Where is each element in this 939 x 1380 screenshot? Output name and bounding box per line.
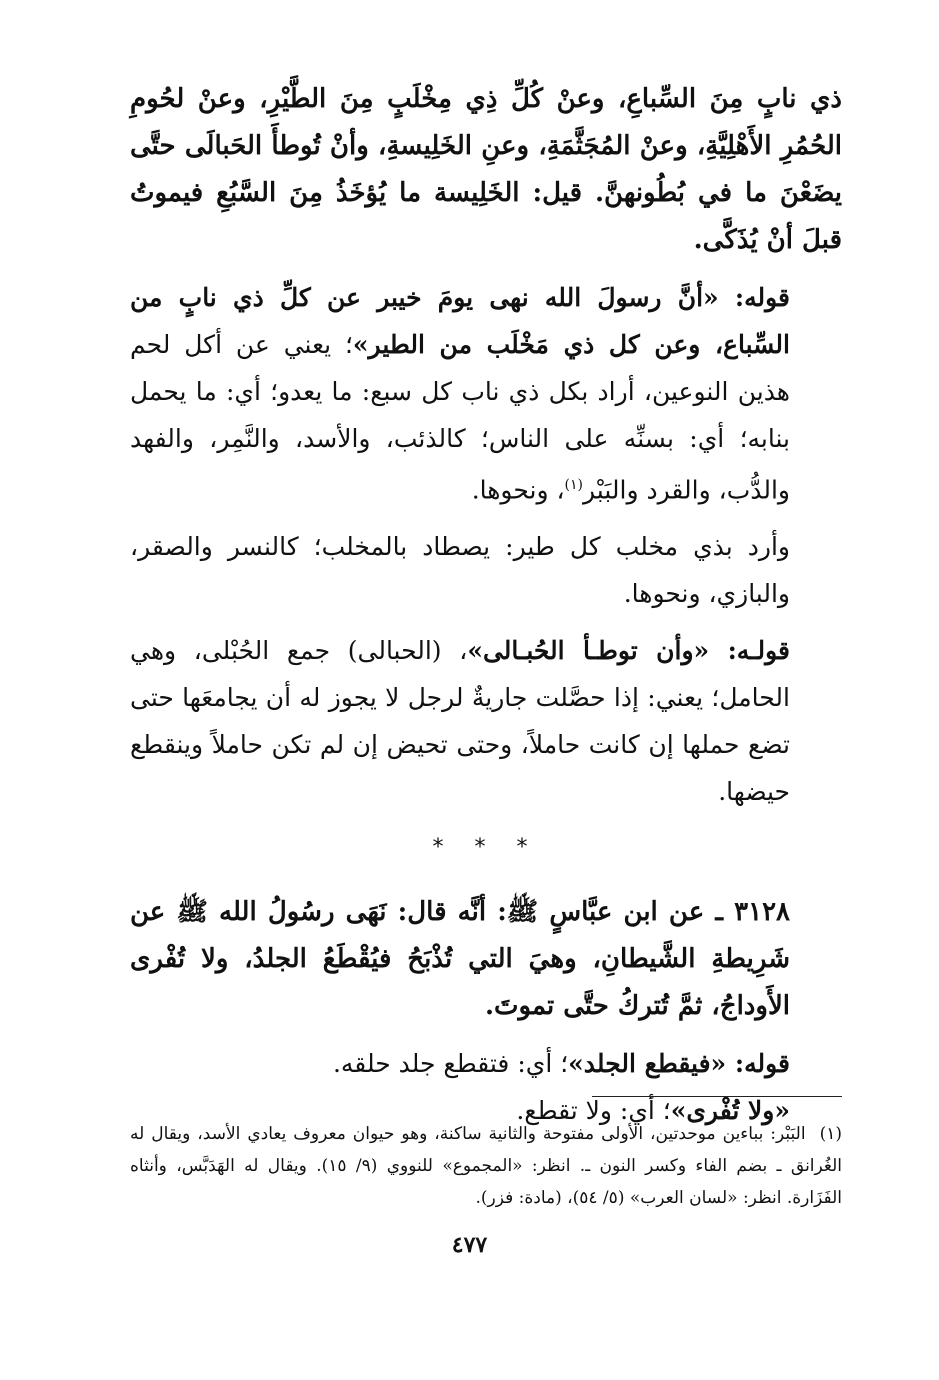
main-text [130, 76, 842, 1134]
commentary-text-after: ، ونحوها. [471, 475, 565, 505]
hadith-3128: ٣١٢٨ ـ عن ابن عبَّاسٍ ﷺ: أنَّه قال: نَهَى رسُولُ الله ﷺ عن شَرِيطةِ الشَّيطانِ، وهيَ التي تُذْبَحُ فيُقْطَعُ الجلدُ، ولا تُفْرى الأَوداجُ، ثمَّ تُتركُ حتَّى تموتَ. [130, 897, 790, 1022]
commentary-text: ؛ أي: فتقطع جلد حلقه. [332, 1049, 569, 1079]
commentary-paragraph-1 [130, 274, 842, 513]
footnotes [130, 1118, 842, 1214]
hadith-3127-tail: ذي نابٍ مِنَ السِّباعِ، وعنْ كُلِّ ذِي مِخْلَبٍ مِنَ الطَّيْرِ، وعنْ لحُومِ الحُمُرِ الأَهْلِيَّةِ، وعنْ المُجَثَّمَةِ، وعنِ الخَلِيسةِ، وأنْ تُوطأَ الحَبالَى حتَّى يضَعْنَ ما في بُطُونهنَّ. قيل: الخَلِيسة ما يُؤخَذُ مِنَ السَّبُعِ فيموتُ قبلَ أنْ يُذَكَّى. [130, 84, 842, 255]
commentary-lead: قوله: «فيقطع الجلد» [568, 1049, 790, 1079]
commentary-lead: قوله: «أنَّ رسولَ الله نهى يومَ خيبر عن كلِّ ذي نابٍ من السِّباع، وعن كل ذي مَخْلَب من الطير» [130, 283, 790, 359]
commentary-paragraph-3 [130, 627, 842, 815]
commentary-text: ، (الحبالى) جمع الحُبْلى، وهي الحامل؛ يعني: إذا حصَّلت جاريةٌ لرجل لا يجوز له أن يجامعَها حتى تضع حملها إن كانت حاملاً، وحتى تحيض إن لم تكن حاملاً وينقطع حيضها. [130, 636, 790, 807]
footnote-text: البَبْر: بباءين موحدتين، الأولى مفتوحة والثانية ساكنة، وهو حيوان معروف يعادي الأسد، ويقال له الغُرانق ـ بضم الفاء وكسر النون ـ. انظر: «المجموع» للنووي (٩/ ١٥). ويقال له الهَدَبَّس، وأنثاه الفَزَارة. انظر: «لسان العرب» (٥/ ٥٤)، (مادة: فزر). [130, 1124, 843, 1208]
commentary-lead: «ولا تُفْرى» [670, 1096, 790, 1126]
commentary-paragraph-2: وأرد بذي مخلب كل طير: يصطاد بالمخلب؛ كالنسر والصقر، والبازي، ونحوها. [130, 532, 790, 609]
commentary-text: ؛ يعني عن أكل لحم هذين النوعين، أراد بكل ذي ناب كل سبع: ما يعدو؛ أي: ما يحمل بنابه؛ أي: بسنِّه على الناس؛ كالذئب، والأسد، والنَّمِر، والفهد والدُّب، والقرد والبَبْر [130, 330, 790, 505]
commentary-text: ؛ أي: ولا تقطع. [516, 1096, 671, 1126]
footnote-number: (١) [819, 1124, 842, 1144]
footnote-reference[interactable]: (١) [564, 477, 584, 493]
section-separator: * * * [432, 835, 540, 861]
commentary-3128-1 [130, 1040, 842, 1087]
page-number: ٤٧٧ [451, 1232, 488, 1258]
footnote-divider [592, 1096, 842, 1097]
commentary-lead: قولـه: «وأن توطـأ الحُبـالى» [467, 636, 791, 666]
